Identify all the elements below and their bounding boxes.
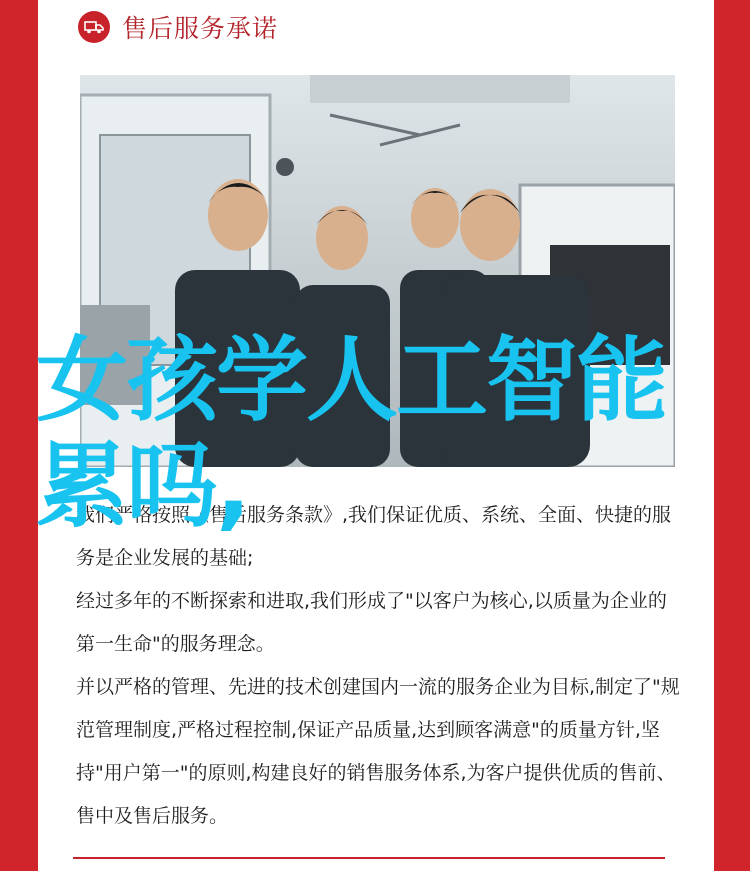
paragraph: 并以严格的管理、先进的技术创建国内一流的服务企业为目标,制定了"规范管理制度,严格过程控制,保证产品质量,达到顾客满意"的质量方针,坚持"用户第一"的原则,构建良好的销售服务体系,为客户提供优质的售前、售中及售后服务。: [76, 676, 680, 827]
left-red-border: [0, 0, 38, 871]
service-commitment-text: [76, 494, 682, 838]
section-header: [78, 10, 278, 44]
paragraph: 经过多年的不断探索和进取,我们形成了"以客户为核心,以质量为企业的第一生命"的服务理念。: [76, 590, 667, 655]
truck-icon: [78, 11, 110, 43]
paragraph: 我们严格按照《售后服务条款》,我们保证优质、系统、全面、快捷的服务是企业发展的基础;: [76, 504, 672, 569]
divider: [73, 857, 665, 859]
overlay-headline: 女孩学人工智能累吗,: [36, 327, 667, 540]
page-title: 售后服务承诺: [122, 14, 279, 43]
